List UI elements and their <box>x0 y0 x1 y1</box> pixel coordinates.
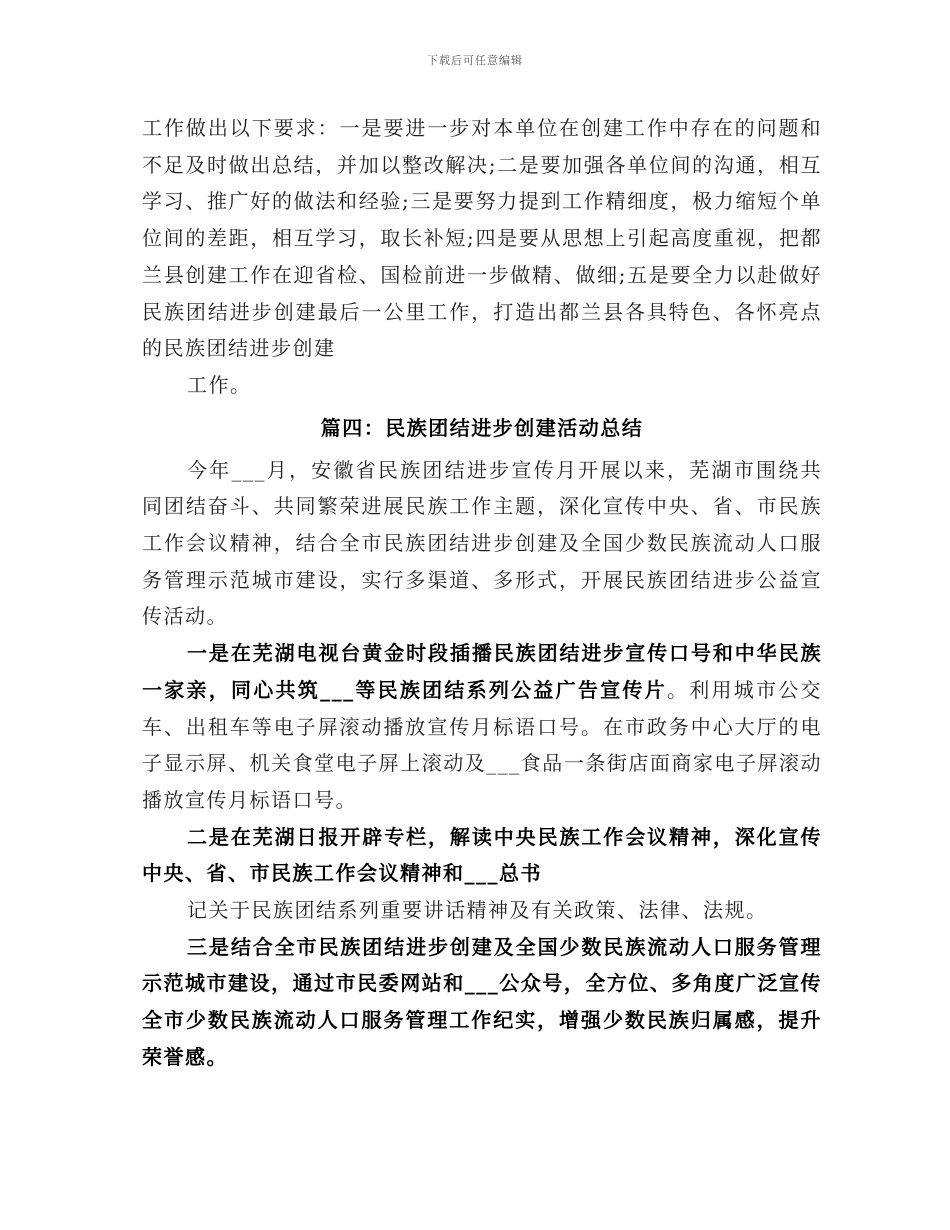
paragraph-intro: 今年___月，安徽省民族团结进步宣传月开展以来，芜湖市围绕共同团结奋斗、共同繁荣进展民族工作主题，深化宣传中央、省、市民族工作会议精神，结合全市民族团结进步创建及全国少数民族流动人口服务管理示范城市建设，实行多渠道、多形式，开展民族团结进步公益宣传活动。 <box>142 457 822 629</box>
section-heading: 篇四：民族团结进步创建活动总结 <box>320 415 644 440</box>
first-point-lead: 一是在芜湖电视台黄金时段插播民族团结进步宣传口号和中华民族一家亲，同心共筑___等民族团结系列公益广告宣传片 <box>142 641 822 702</box>
paragraph-second-point: 二是在芜湖日报开辟专栏，解读中央民族工作会议精神，深化宣传中央、省、市民族工作会议精神和___总书 <box>142 824 822 886</box>
first-point-detail: 。利用城市公交车、出租车等电子屏滚动播放宣传月标语口号。在市政务中心大厅的电子显示屏、机关食堂电子屏上滚动及___食品一条街店面商家电子屏滚动播放宣传月标语口号。 <box>142 677 823 812</box>
paragraph-third-point: 三是结合全市民族团结进步创建及全国少数民族流动人口服务管理示范城市建设，通过市民委网站和___公众号，全方位、多角度广泛宣传全市少数民族流动人口服务管理工作纪实，增强少数民族归属感，提升荣誉感。 <box>142 934 822 1069</box>
document-body <box>142 110 822 1076</box>
paragraph-second-point-continued: 记关于民族团结系列重要讲话精神及有关政策、法律、法规。 <box>187 898 768 923</box>
header-note: 下载后可任意编辑 <box>427 54 523 67</box>
paragraph-work-end: 工作。 <box>187 372 252 397</box>
paragraph-first-point <box>142 635 822 819</box>
paragraph-requirements: 工作做出以下要求：一是要进一步对本单位在创建工作中存在的问题和不足及时做出总结，并加以整改解决;二是要加强各单位间的沟通，相互学习、推广好的做法和经验;三是要努力提到工作精细度，极力缩短个单位间的差距，相互学习，取长补短;四是要从思想上引起高度重视，把都兰县创建工作在迎省检、国检前进一步做精、做细;五是要全力以赴做好民族团结进步创建最后一公里工作，打造出都兰县各具特色、各怀亮点的民族团结进步创建 <box>142 116 822 361</box>
